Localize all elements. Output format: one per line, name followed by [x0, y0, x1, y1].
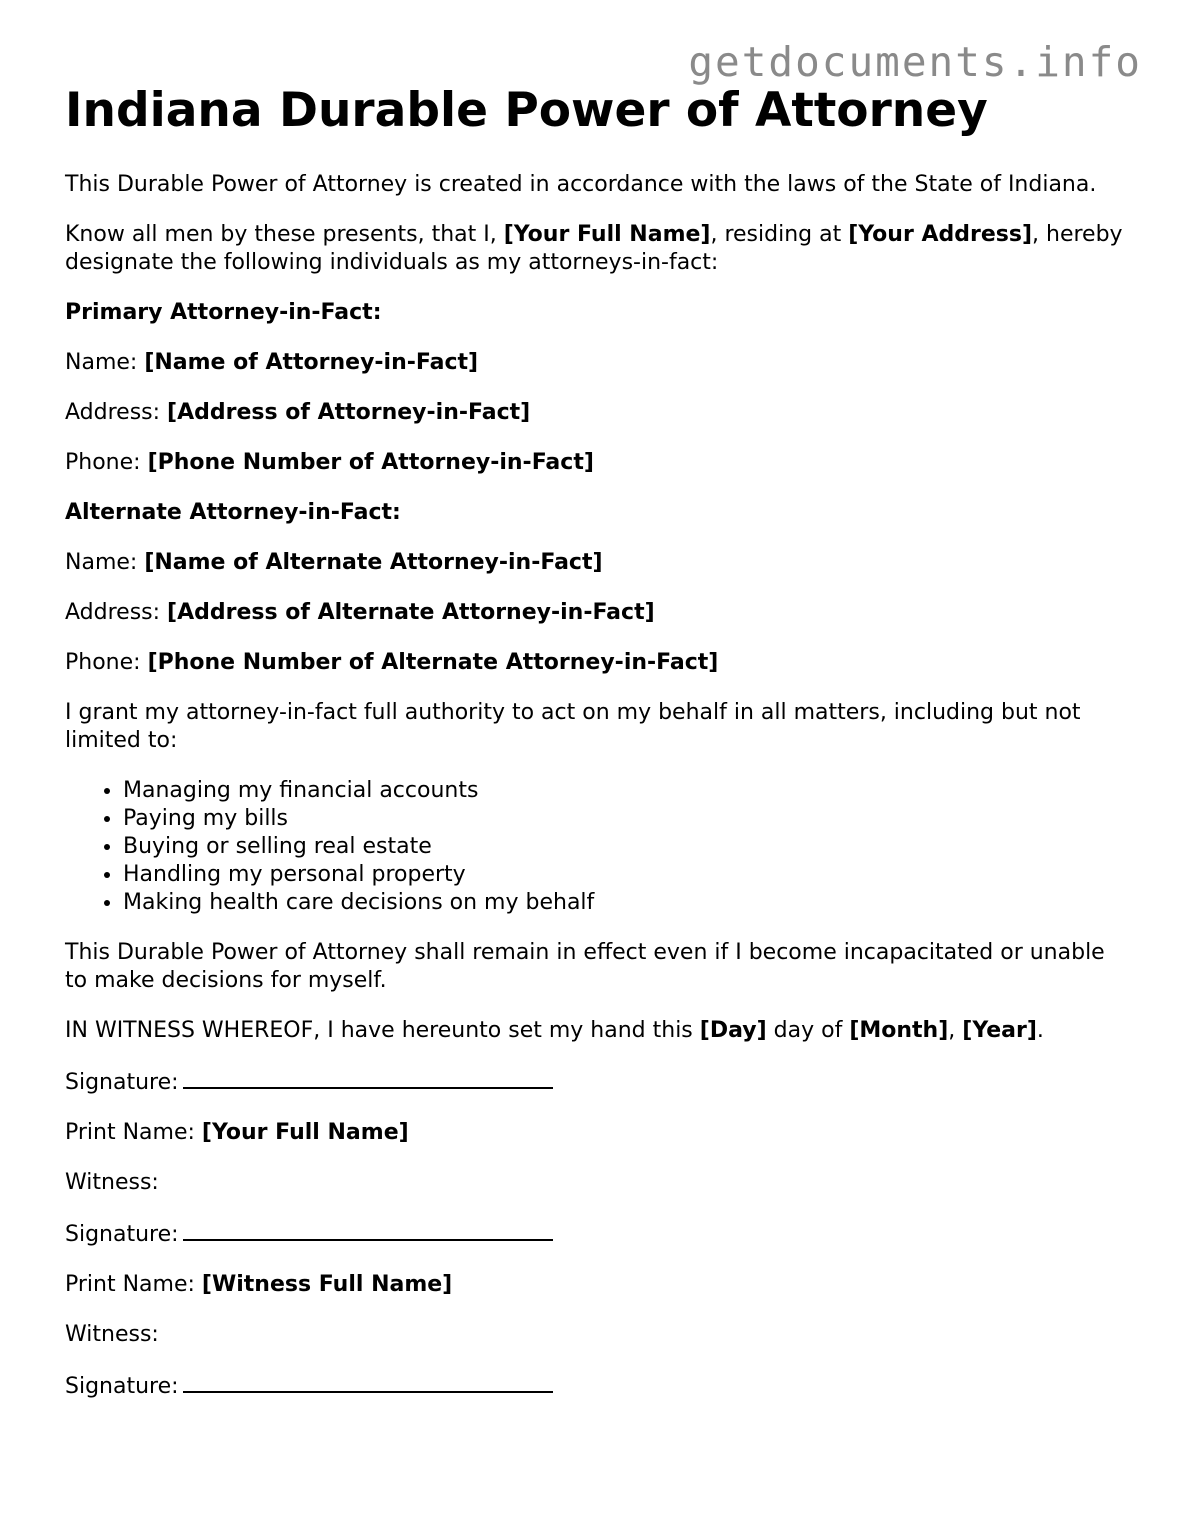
- principal-print-name-value: [Your Full Name]: [201, 1120, 409, 1145]
- signature-label: Signature:: [65, 1222, 179, 1247]
- day-placeholder: [Day]: [699, 1018, 767, 1043]
- list-item: • Handling my personal property: [123, 861, 1125, 889]
- signature-label: Signature:: [65, 1374, 179, 1399]
- primary-name-line: [65, 349, 1125, 377]
- designation-prefix: Know all men by these presents, that I,: [65, 222, 504, 247]
- list-item: • Buying or selling real estate: [123, 833, 1125, 861]
- primary-address-value: [Address of Attorney-in-Fact]: [167, 400, 531, 425]
- alternate-phone-line: [65, 649, 1125, 677]
- list-item: • Making health care decisions on my behalf: [123, 889, 1125, 917]
- alternate-address-value: [Address of Alternate Attorney-in-Fact]: [167, 600, 655, 625]
- signature-blank[interactable]: [183, 1371, 553, 1393]
- list-item: • Managing my financial accounts: [123, 777, 1125, 805]
- alternate-phone-value: [Phone Number of Alternate Attorney-in-Fact]: [147, 650, 719, 675]
- primary-heading: [65, 299, 1125, 327]
- witness-clause-middle: day of: [766, 1018, 850, 1043]
- list-item: • Paying my bills: [123, 805, 1125, 833]
- principal-address-placeholder: [Your Address]: [848, 222, 1033, 247]
- print-name-label: Print Name:: [65, 1120, 202, 1145]
- alternate-address-label: Address:: [65, 600, 168, 625]
- principal-print-name-line: [65, 1119, 1125, 1147]
- document-title: Indiana Durable Power of Attorney: [65, 83, 988, 138]
- month-placeholder: [Month]: [849, 1018, 949, 1043]
- witness-1-label: Witness:: [65, 1170, 159, 1195]
- year-placeholder: [Year]: [962, 1018, 1037, 1043]
- witness-1-print-name-line: [65, 1271, 1125, 1299]
- principal-signature-line: [65, 1067, 1125, 1097]
- alternate-phone-label: Phone:: [65, 650, 148, 675]
- witness-1-signature-line: [65, 1219, 1125, 1249]
- witness-clause-comma: ,: [948, 1018, 963, 1043]
- witness-clause-end: .: [1036, 1018, 1044, 1043]
- alternate-name-value: [Name of Alternate Attorney-in-Fact]: [144, 550, 603, 575]
- primary-address-line: [65, 399, 1125, 427]
- witness-clause: [65, 1017, 1125, 1045]
- alternate-name-label: Name:: [65, 550, 145, 575]
- witness-clause-prefix: IN WITNESS WHEREOF, I have hereunto set my hand this: [65, 1018, 700, 1043]
- alternate-heading: [65, 499, 1125, 527]
- durability-paragraph: This Durable Power of Attorney shall remain in effect even if I become incapacitated or unable to make decisions for myself.: [65, 940, 1105, 993]
- print-name-label: Print Name:: [65, 1272, 202, 1297]
- signature-blank[interactable]: [183, 1067, 553, 1089]
- alternate-address-line: [65, 599, 1125, 627]
- designation-middle: , residing at: [710, 222, 849, 247]
- witness-2-label: Witness:: [65, 1322, 159, 1347]
- powers-list: [65, 777, 1125, 917]
- witness-print-name-value: [Witness Full Name]: [201, 1272, 453, 1297]
- designation-suffix: , hereby designate the following individuals as my attorneys-in-fact:: [65, 222, 1123, 275]
- primary-phone-line: [65, 449, 1125, 477]
- witness-2-signature-line: [65, 1371, 1125, 1401]
- alternate-name-line: [65, 549, 1125, 577]
- principal-name-placeholder: [Your Full Name]: [503, 222, 711, 247]
- signature-label: Signature:: [65, 1070, 179, 1095]
- alternate-heading-text: Alternate Attorney-in-Fact:: [65, 500, 401, 525]
- document-page: [65, 82, 1125, 1401]
- watermark: getdocuments.info: [688, 38, 1142, 86]
- designation-paragraph: [65, 221, 1125, 277]
- primary-heading-text: Primary Attorney-in-Fact:: [65, 300, 382, 325]
- primary-name-label: Name:: [65, 350, 145, 375]
- primary-name-value: [Name of Attorney-in-Fact]: [144, 350, 479, 375]
- primary-phone-label: Phone:: [65, 450, 148, 475]
- primary-phone-value: [Phone Number of Attorney-in-Fact]: [147, 450, 594, 475]
- authority-paragraph: I grant my attorney-in-fact full authority to act on my behalf in all matters, including but not limited to:: [65, 700, 1081, 753]
- primary-address-label: Address:: [65, 400, 168, 425]
- intro-paragraph: This Durable Power of Attorney is created in accordance with the laws of the State of Indiana.: [65, 172, 1097, 197]
- signature-blank[interactable]: [183, 1219, 553, 1241]
